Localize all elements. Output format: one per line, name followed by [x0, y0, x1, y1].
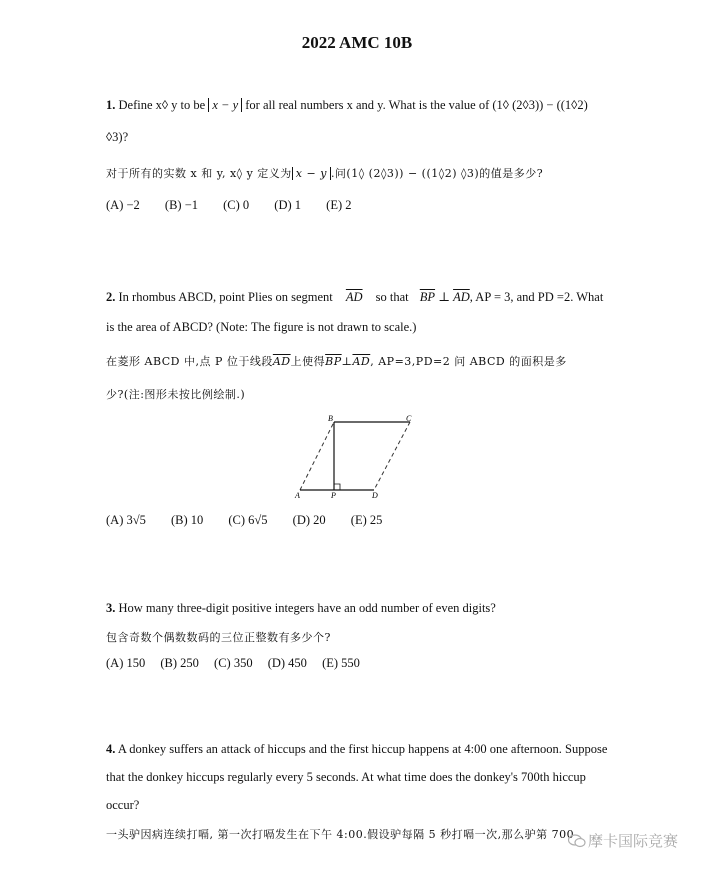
q1-english-line2: [106, 130, 128, 145]
label-c: C: [406, 414, 412, 423]
q4-english-line3: [106, 798, 139, 813]
q2-segment-ad: $\overline{AD}$: [345, 290, 363, 304]
q4-text-b: that the donkey hiccups regularly every 5 seconds. At what time does the donkey's 700th hiccup: [106, 770, 586, 784]
label-d: D: [372, 491, 378, 500]
q2-segment-ad-2: $\overline{AD}$: [453, 290, 470, 304]
q2-number: 2.: [106, 290, 116, 304]
q2-chinese-line1: [106, 353, 567, 369]
q1-cn-b: .问(1◊ (2◊3)) − ((1◊2) ◊3)的值是多少?: [330, 167, 544, 180]
q1-cn-abs: x − y: [292, 167, 331, 180]
q2-cn-segment-ad: $\overline{AD}$: [272, 355, 291, 368]
label-b: B: [328, 414, 333, 423]
q1-cn-a: 对于所有的实数 x 和 y, x◊ y 定义为: [106, 167, 292, 180]
q2-text-c: , AP = 3, and PD =2. What: [469, 290, 604, 304]
q1-english-line1: [106, 98, 588, 113]
q4-chinese-line: [106, 826, 574, 842]
page-title: 2022 AMC 10B: [301, 33, 413, 52]
q1-text-b: for all real numbers x and y. What is the value of (1◊ (2◊3)) − ((1◊2): [245, 98, 588, 112]
q2-choice-a: (A) 3√5: [106, 513, 146, 527]
q3-cn: 包含奇数个偶数数码的三位正整数有多少个?: [106, 631, 331, 644]
q2-english-line1: [106, 289, 603, 305]
q1-abs-expression: x − y: [208, 98, 242, 112]
q1-choice-a: (A) −2: [106, 198, 140, 212]
q1-chinese-line: [106, 165, 543, 181]
q1-choice-c: (C) 0: [223, 198, 250, 212]
q2-cn-segment-ad-2: $\overline{AD}$: [352, 355, 371, 368]
q3-choice-e: (E) 550: [322, 656, 360, 670]
q3-choices: [106, 656, 372, 671]
q2-choices: [106, 513, 404, 528]
label-p: P: [331, 491, 336, 500]
q2-cn-c: , AP=3,PD=2 问 ABCD 的面积是多: [370, 355, 567, 368]
q4-cn: 一头驴因病连续打嗝, 第一次打嗝发生在下午 4:00.假设驴每隔 5 秒打嗝一次,那么驴第 700: [106, 828, 575, 841]
q1-choice-d: (D) 1: [274, 198, 302, 212]
q1-text-a: Define x◊ y to be: [118, 98, 206, 112]
q1-choice-b: (B) −1: [164, 198, 198, 212]
q1-number: 1.: [106, 98, 116, 112]
q2-text-a: In rhombus ABCD, point Plies on segment: [118, 290, 333, 304]
q3-text: How many three-digit positive integers have an odd number of even digits?: [118, 601, 496, 615]
side-ab: [300, 422, 334, 490]
label-a: A: [295, 491, 300, 500]
q2-choice-d: (D) 20: [292, 513, 326, 527]
q2-cn-perp: ⊥: [341, 355, 353, 368]
q4-text-a: A donkey suffers an attack of hiccups and the first hiccup happens at 4:00 one afternoon. Suppose: [117, 742, 608, 756]
q3-english-line: [106, 601, 496, 616]
watermark-text: 摩卡国际竞赛: [588, 832, 679, 850]
q2-cn-segment-bp: $\overline{BP}$: [325, 355, 342, 368]
q2-chinese-line2: [106, 386, 245, 402]
q4-text-c: occur?: [106, 798, 140, 812]
q2-perp-symbol: ⊥: [438, 290, 450, 304]
q2-cn-a: 在菱形 ABCD 中,点 P 位于线段: [106, 355, 273, 368]
q3-chinese-line: [106, 629, 331, 645]
q2-text-d: is the area of ABCD? (Note: The figure is not drawn to scale.): [106, 320, 417, 334]
q4-english-line1: [106, 742, 607, 757]
q3-choice-a: (A) 150: [106, 656, 146, 670]
q2-cn-d: 少?(注:图形未按比例绘制.): [106, 388, 246, 401]
q4-number: 4.: [106, 742, 116, 756]
q3-number: 3.: [106, 601, 116, 615]
q1-text-c: ◊3)?: [106, 130, 129, 144]
q2-choice-c: (C) 6√5: [228, 513, 268, 527]
q4-english-line2: [106, 770, 586, 785]
q1-choice-e: (E) 2: [326, 198, 352, 212]
q2-text-b: so that: [375, 290, 409, 304]
q3-choice-d: (D) 450: [267, 656, 307, 670]
q2-cn-b: 上使得: [290, 355, 326, 368]
q2-segment-bp: $\overline{BP}$: [419, 290, 436, 304]
side-cd: [374, 422, 410, 490]
q2-english-line2: [106, 320, 416, 335]
q3-choice-c: (C) 350: [214, 656, 253, 670]
q2-choice-b: (B) 10: [170, 513, 204, 527]
wechat-icon: [568, 834, 586, 848]
right-angle-mark: [334, 484, 340, 490]
q3-choice-b: (B) 250: [160, 656, 199, 670]
rhombus-figure: [290, 412, 420, 500]
q2-choice-e: (E) 25: [350, 513, 383, 527]
q1-choices: [106, 198, 374, 213]
